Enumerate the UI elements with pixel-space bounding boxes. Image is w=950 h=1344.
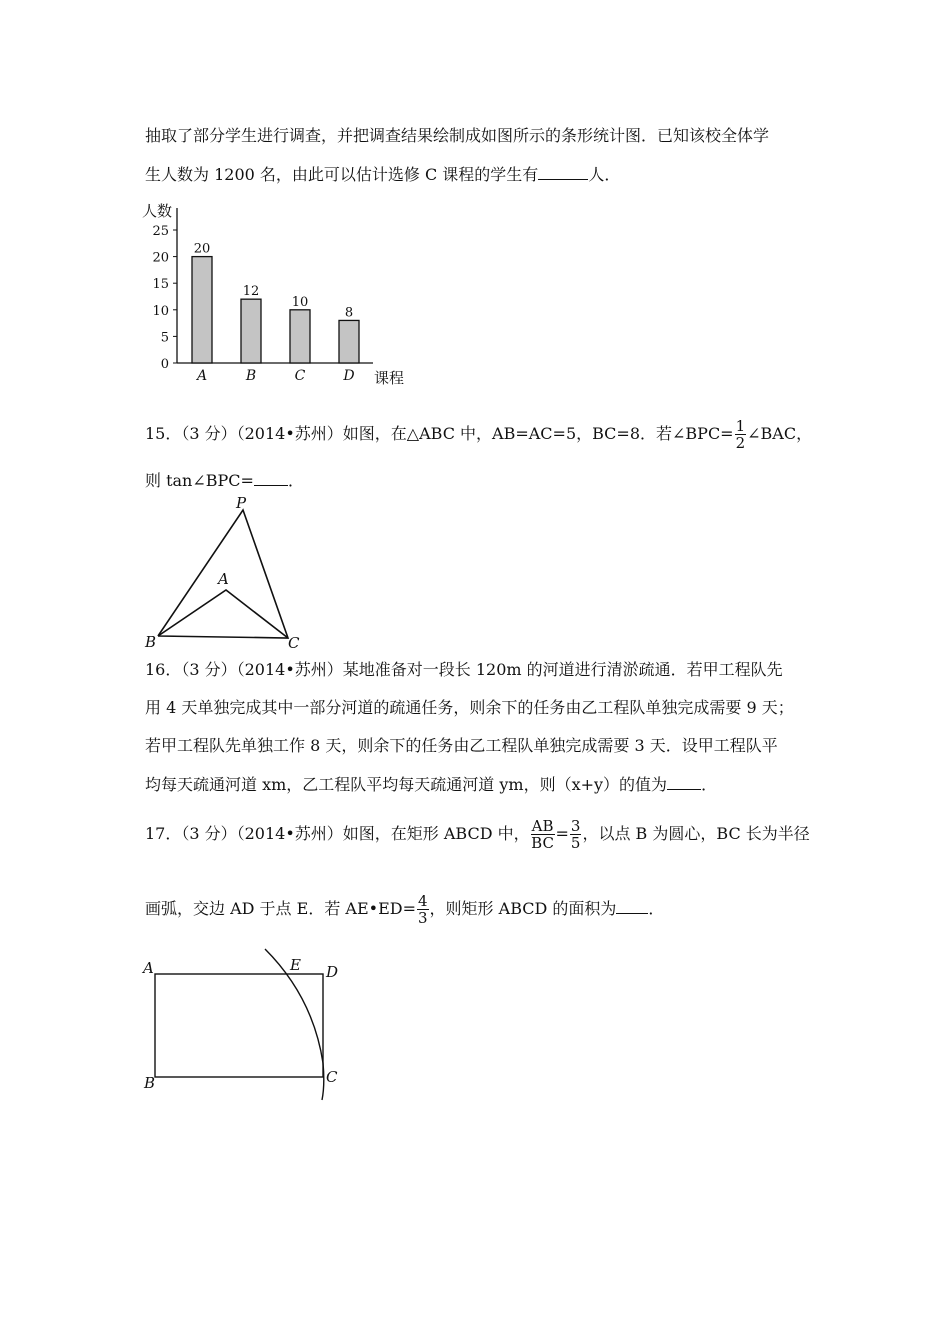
q15-frac-den: 2 — [735, 434, 746, 452]
q15-line1-pre: 15．（3 分）（2014•苏州）如图，在△ABC 中，AB=AC=5，BC=8．若∠BPC= — [145, 424, 734, 443]
q15-text-line2 — [145, 470, 304, 491]
y-axis-label: 人数 — [142, 202, 173, 220]
q15-line1-post: ∠BAC， — [747, 424, 813, 443]
bar-value-label: 8 — [344, 305, 354, 321]
chart-axes — [142, 202, 404, 387]
q16-line4-post: ． — [701, 775, 718, 794]
triangle-bac — [158, 590, 288, 638]
q14-text-line1: 抽取了部分学生进行调查，并把调查结果绘制成如图所示的条形统计图．已知该校全体学 — [145, 126, 770, 145]
q17-line2-post: ，则矩形 ABCD 的面积为 — [429, 899, 617, 918]
label-b: B — [144, 1074, 156, 1092]
label-a: A — [218, 570, 229, 588]
q14-line2-post: 人． — [588, 165, 621, 184]
label-a: A — [143, 959, 154, 977]
bar-value-label: 20 — [193, 241, 211, 257]
bar-value-label: 10 — [291, 294, 309, 310]
q17-line2-pre: 画弧，交边 AD 于点 E．若 AE•ED= — [145, 899, 416, 918]
q17-frac2-num: 3 — [570, 817, 581, 835]
q15-answer-blank[interactable] — [254, 470, 288, 486]
x-tick-label: A — [196, 368, 208, 384]
q17-fraction-4-3 — [417, 893, 429, 926]
q17-fraction-3-5 — [570, 818, 582, 851]
q16-text-line4 — [145, 774, 717, 795]
rectangle-arc-figure — [140, 945, 350, 1105]
q16-line4-pre: 均每天疏通河道 xm，乙工程队平均每天疏通河道 ym，则（x+y）的值为 — [145, 775, 668, 794]
q17-frac3-num: 4 — [418, 892, 428, 910]
y-tick-label: 0 — [160, 357, 169, 372]
label-c: C — [288, 634, 300, 652]
q17-line1-post: ，以点 B 为圆心，BC 长为半径 — [582, 824, 810, 843]
q16-text-line3: 若甲工程队先单独工作 8 天，则余下的任务由乙工程队单独完成需要 3 天．设甲工程队平 — [145, 736, 778, 755]
bar-a — [192, 257, 212, 363]
q17-text-line1 — [145, 818, 810, 851]
q17-answer-blank[interactable] — [616, 898, 648, 914]
q17-frac2-den: 5 — [570, 834, 581, 852]
q14-line2-pre: 生人数为 1200 名，由此可以估计选修 C 课程的学生有 — [145, 165, 539, 184]
q14-text-line2 — [145, 164, 620, 185]
x-tick-label: C — [294, 368, 306, 384]
bar-d — [339, 320, 359, 363]
y-tick-label: 15 — [152, 277, 169, 293]
label-e: E — [290, 956, 301, 974]
label-c: C — [326, 1068, 338, 1086]
q15-fraction — [735, 418, 747, 451]
q17-frac1-num: AB — [531, 817, 554, 835]
x-axis-label: 课程 — [374, 369, 405, 387]
q15-text-line1 — [145, 418, 812, 451]
y-tick-label: 10 — [152, 303, 169, 319]
q17-eq: = — [555, 824, 569, 843]
label-d: D — [326, 963, 339, 981]
bar-c — [290, 310, 310, 363]
q15-line2-pre: 则 tan∠BPC= — [145, 471, 254, 490]
q15-line2-post: ． — [287, 471, 304, 490]
q16-text-line1: 16．（3 分）（2014•苏州）某地准备对一段长 120m 的河道进行清淤疏通．若甲工程队先 — [145, 660, 783, 679]
q17-text-line2 — [145, 893, 664, 926]
x-tick-label: D — [343, 368, 355, 384]
y-tick-label: 5 — [160, 330, 169, 346]
q17-line1-pre: 17．（3 分）（2014•苏州）如图，在矩形 ABCD 中， — [145, 824, 530, 843]
bar-chart — [140, 200, 430, 395]
label-p: P — [236, 495, 247, 512]
triangle-figure — [140, 495, 310, 655]
y-tick-label: 25 — [152, 224, 169, 239]
bar-b — [241, 299, 261, 363]
q17-frac1-den: BC — [531, 834, 554, 852]
q16-answer-blank[interactable] — [667, 774, 701, 790]
q17-line2-end: ． — [648, 899, 665, 918]
label-b: B — [145, 633, 157, 651]
bar-value-label: 12 — [242, 284, 260, 300]
q14-answer-blank[interactable] — [538, 164, 588, 180]
q17-fraction-ab-bc — [531, 818, 555, 851]
q15-frac-num: 1 — [735, 417, 746, 435]
y-tick-label: 20 — [152, 250, 169, 266]
x-tick-label: B — [245, 368, 257, 384]
q17-frac3-den: 3 — [418, 909, 428, 927]
q16-text-line2: 用 4 天单独完成其中一部分河道的疏通任务，则余下的任务由乙工程队单独完成需要 9 天； — [145, 698, 794, 717]
rectangle-abcd — [155, 974, 323, 1077]
